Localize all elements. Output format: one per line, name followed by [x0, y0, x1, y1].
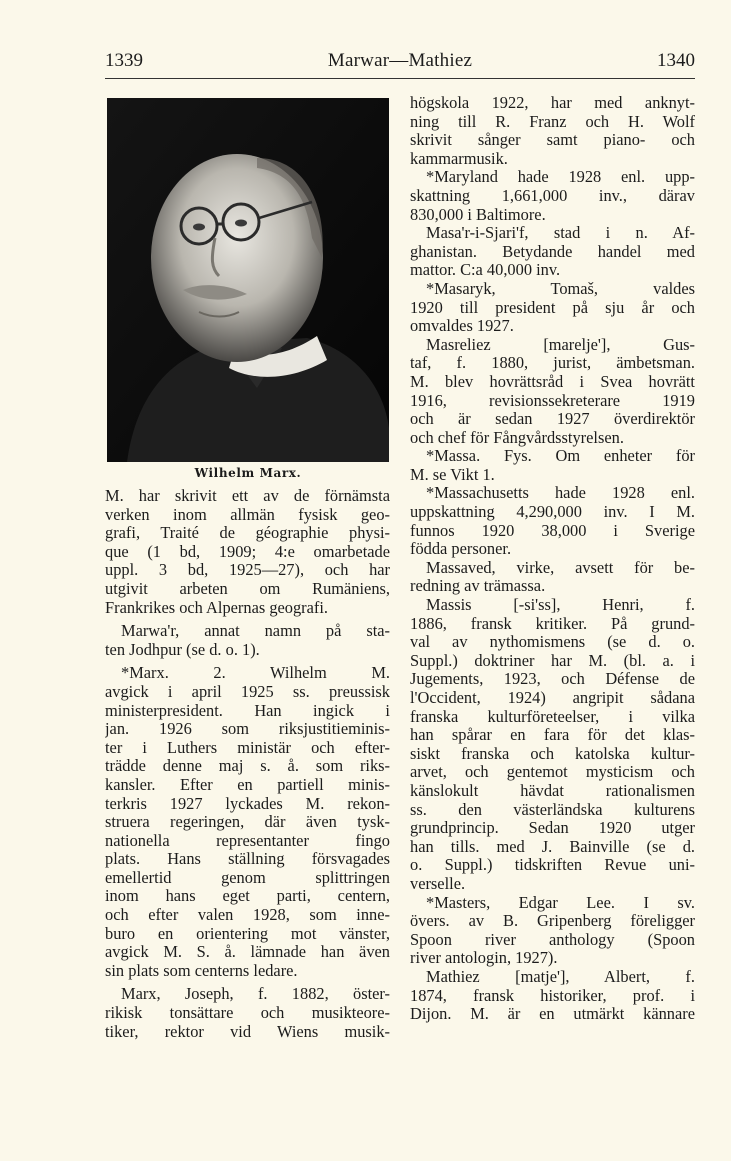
- text-line: övers. av B. Gripenberg föreligger: [410, 912, 695, 931]
- page-number-left: 1339: [105, 50, 143, 71]
- text-line: han tills. med J. Bainville (se d.: [410, 837, 695, 856]
- page-number-right: 1340: [657, 50, 695, 71]
- text-line: avgick i april 1925 ss. preussisk: [105, 682, 390, 701]
- text-line: franska kulturföreteelser, i vilka: [410, 707, 695, 726]
- text-line: M. blev hovrättsråd i Svea hovrätt: [410, 372, 695, 391]
- text-line: mattor. C:a 40,000 inv.: [410, 261, 561, 280]
- text-line: Suppl.) doktriner har M. (bl. a. i: [410, 651, 695, 670]
- text-line: han spårar en fara för det klas-: [410, 726, 695, 745]
- text-line: l'Occident, 1924) angripit sådana: [410, 689, 695, 707]
- text-line: ss. den västerländska kulturens: [410, 800, 695, 819]
- text-line: Dijon. M. är en utmärkt kännare: [410, 1005, 695, 1024]
- text-line: val av nythomismens (se d. o.: [410, 633, 695, 652]
- text-line: utgivit arbeten om Rumäniens,: [105, 579, 390, 598]
- entry-masaryk: *Masaryk, Tomaš, valdes: [426, 279, 695, 298]
- text-line: 1916, revisionssekreterare 1919: [410, 391, 695, 410]
- text-line: inom hans eget parti, centern,: [105, 887, 390, 906]
- right-column: [410, 94, 695, 1024]
- text-line: verken inom allmän fysisk geo-: [105, 505, 390, 524]
- entry-massis: Massis [-si'ss], Henri, f.: [426, 596, 695, 615]
- text-line: jan. 1926 som riksjustitieminis-: [105, 720, 390, 739]
- entry-masters: *Masters, Edgar Lee. I sv.: [426, 893, 695, 912]
- text-line: omvaldes 1927.: [410, 317, 514, 336]
- header-rule: [105, 78, 695, 79]
- text-line: skattning 1,661,000 inv., därav: [410, 186, 695, 205]
- text-line: ministerpresident. Han ingick i: [105, 701, 390, 720]
- entry-masreliez: Masreliez [marelje'], Gus-: [426, 335, 695, 354]
- entry-massa: *Massa. Fys. Om enheter för: [426, 447, 695, 466]
- text-line: Spoon river anthology (Spoon: [410, 930, 695, 949]
- entry-masar-i-sjarif: Masa'r-i-Sjari'f, stad i n. Af-: [426, 224, 695, 243]
- text-line: 1920 till president på sju år och: [410, 298, 695, 317]
- text-line: trädde denne maj s. å. som riks-: [105, 757, 390, 776]
- entry-marwar: Marwa'r, annat namn på sta-: [121, 622, 390, 641]
- text-line: avgick M. S. å. lämnade han även: [105, 943, 390, 962]
- text-line: struera regeringen, där även tysk-: [105, 813, 390, 832]
- page-header: [105, 48, 695, 74]
- text-line: verselle.: [410, 874, 466, 893]
- text-line: taf, f. 1880, jurist, ämbetsman.: [410, 354, 695, 373]
- text-line: 830,000 i Baltimore.: [410, 205, 546, 224]
- entry-marx-joseph: Marx, Joseph, f. 1882, öster-: [121, 985, 390, 1004]
- text-line: siskt franska och katolska kultur-: [410, 744, 695, 763]
- text-line: skrivit sånger samt piano- och: [410, 131, 695, 150]
- entry-maryland: *Maryland hade 1928 enl. upp-: [426, 168, 695, 187]
- text-line: M. se Vikt 1.: [410, 465, 495, 484]
- text-line: kammarmusik.: [410, 149, 508, 168]
- text-line: 1886, fransk kritiker. På grund-: [410, 614, 695, 633]
- text-line: o. Suppl.) tidskriften Revue uni-: [410, 856, 695, 875]
- text-line: M. har skrivit ett av de förnämsta: [105, 487, 390, 505]
- entry-massachusetts: *Massachusetts hade 1928 enl.: [426, 484, 695, 503]
- text-line: plats. Hans ställning försvagades: [105, 850, 390, 869]
- text-line: kansler. Efter en partiell minis-: [105, 775, 390, 794]
- page-title: Marwar—Mathiez: [327, 50, 473, 71]
- text-line: que (1 bd, 1909; 4:e omarbetade: [105, 542, 390, 561]
- text-line: nationella representanter fingo: [105, 831, 390, 850]
- text-line: ten Jodhpur (se d. o. 1).: [105, 640, 260, 659]
- text-line: 1874, fransk historiker, prof. i: [410, 986, 695, 1005]
- text-line: känslokult hävdat rationalismen: [410, 781, 695, 800]
- text-line: högskola 1922, har med anknyt-: [410, 94, 695, 112]
- text-line: river antologin, 1927).: [410, 949, 558, 968]
- text-line: buro en orientering mot vänster,: [105, 924, 390, 943]
- text-line: uppskattning 4,290,000 inv. I M.: [410, 503, 695, 522]
- text-line: emellertid genom splittringen: [105, 868, 390, 887]
- entry-marx-wilhelm: *Marx. 2. Wilhelm M.: [121, 664, 390, 683]
- text-line: ghanistan. Betydande handel med: [410, 242, 695, 261]
- text-line: tiker, rektor vid Wiens musik-: [105, 1022, 390, 1041]
- entry-mathiez: Mathiez [matje'], Albert, f.: [426, 967, 695, 986]
- text-line: arvet, och gentemot mysticism och: [410, 763, 695, 782]
- text-line: och efter valen 1928, som inne-: [105, 906, 390, 925]
- photo-caption: Wilhelm Marx.: [194, 466, 302, 480]
- text-line: Frankrikes och Alpernas geografi.: [105, 598, 329, 617]
- text-line: redning av trämassa.: [410, 577, 546, 596]
- text-line: terkris 1927 lyckades M. rekon-: [105, 794, 390, 813]
- text-line: Jugements, 1923, och Défense de: [410, 670, 695, 689]
- text-line: sin plats som centerns ledare.: [105, 961, 298, 980]
- entry-massaved: Massaved, virke, avsett för be-: [426, 558, 695, 577]
- text-line: och chef för Fångvårdsstyrelsen.: [410, 428, 624, 447]
- text-line: ter i Luthers ministär och efter-: [105, 738, 390, 757]
- text-line: uppl. 3 bd, 1925—27), och har: [105, 561, 390, 580]
- text-line: funnos 1920 38,000 i Sverige: [410, 521, 695, 540]
- text-line: grafi, Traité de géographie physi-: [105, 524, 390, 543]
- text-line: grundprincip. Sedan 1920 utger: [410, 819, 695, 838]
- left-column: [105, 487, 390, 1041]
- portrait-photo: [107, 98, 389, 462]
- text-line: och är sedan 1927 överdirektör: [410, 410, 695, 429]
- text-line: rikisk tonsättare och musikteore-: [105, 1004, 390, 1023]
- text-line: födda personer.: [410, 540, 512, 559]
- portrait-illustration: [107, 98, 389, 462]
- text-line: ning till R. Franz och H. Wolf: [410, 112, 695, 131]
